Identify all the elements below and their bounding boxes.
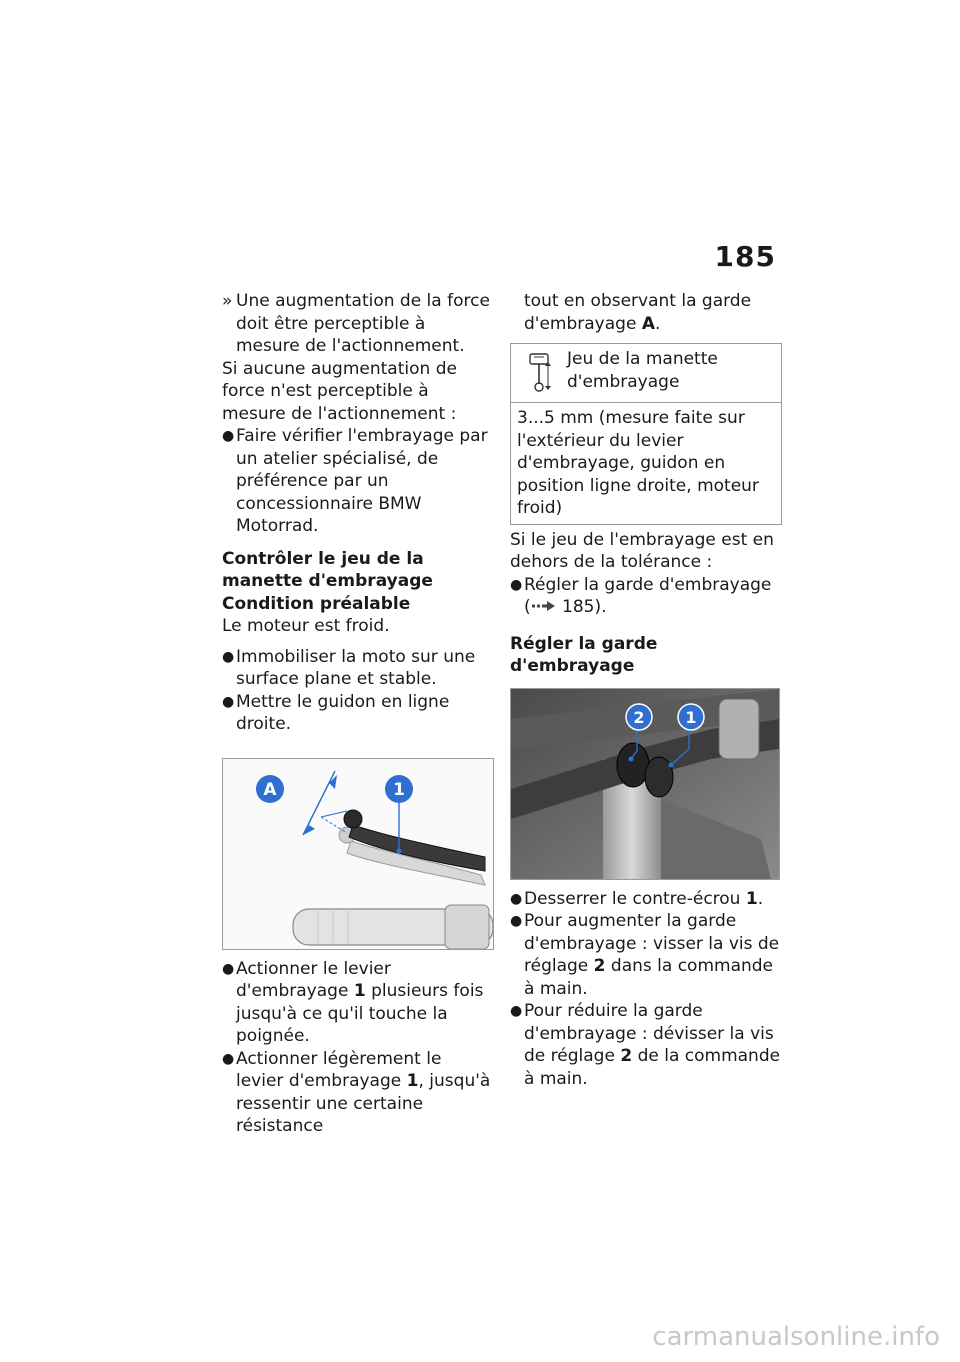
reference-number: 1	[406, 1071, 419, 1091]
bullet-icon: ●	[510, 890, 523, 907]
bullet-text: Actionner légèrement le levier d'embrayage 1, jusqu'à ressentir une certaine résistance	[236, 1048, 491, 1136]
bullet-item	[510, 1000, 782, 1090]
left-column	[222, 290, 494, 1138]
bullet-item	[222, 646, 494, 691]
bullet-text: Immobiliser la moto sur une surface plane et stable.	[236, 646, 476, 689]
site-watermark: carmanualsonline.info	[652, 1322, 940, 1352]
tolerance-text: Si le jeu de l'embrayage est en dehors de la tolérance :	[510, 529, 774, 572]
bullet-item	[222, 691, 494, 736]
bullet-text: Mettre le guidon en ligne droite.	[236, 691, 450, 734]
reference-number: 2	[620, 1046, 633, 1066]
bullet-icon: ●	[510, 576, 523, 593]
section-heading: Contrôler le jeu de la manette d'embrayage	[222, 548, 433, 591]
spec-value: 3...5 mm (mesure faite sur l'extérieur du levier d'embrayage, guidon en position ligne droite, moteur froid)	[517, 408, 759, 518]
clutch-adjuster-photo	[510, 688, 780, 880]
callout-a-label: A	[263, 779, 277, 800]
reference-number: 1	[353, 981, 366, 1001]
section-heading: Régler la garde d'embrayage	[510, 633, 658, 676]
page-reference-arrow-icon	[531, 596, 557, 619]
bullet-text: Pour réduire la garde d'embrayage : dévisser la vis de réglage 2 de la commande à main.	[524, 1001, 781, 1089]
reference-number: 1	[745, 888, 758, 909]
spec-header	[511, 344, 781, 403]
bullet-icon: ●	[222, 1050, 235, 1067]
bullet-icon: ●	[510, 913, 523, 929]
callout-1-label: 1	[393, 779, 405, 800]
reference-number: 2	[593, 956, 606, 976]
bullet-item	[222, 1048, 494, 1138]
result-text: Une augmentation de la force doit être perceptible à mesure de l'actionnement.	[236, 291, 490, 356]
bullet-item	[510, 910, 782, 1000]
bullet-icon: ●	[510, 1003, 523, 1019]
reference-letter: A	[641, 313, 655, 334]
bullet-text: Desserrer le contre-écrou 1.	[524, 888, 764, 909]
callout-1-label: 1	[685, 707, 697, 727]
clutch-lever-illustration	[222, 758, 494, 950]
result-item	[222, 290, 494, 358]
bullet-text: Régler la garde d'embrayage ( 185).	[524, 574, 772, 617]
bullet-text: Actionner le levier d'embrayage 1 plusieurs fois jusqu'à ce qu'il touche la poignée.	[236, 958, 484, 1046]
bullet-item	[510, 574, 782, 619]
precondition-text: Le moteur est froid.	[222, 616, 390, 636]
spec-title: Jeu de la manette d'embrayage	[567, 349, 718, 392]
condition-heading: Condition préalable	[222, 593, 411, 614]
right-column	[510, 290, 782, 1090]
bullet-icon: ●	[222, 960, 235, 977]
bullet-icon: ●	[222, 648, 235, 665]
measurement-gauge-icon	[517, 348, 561, 396]
spec-table	[510, 343, 782, 525]
clutch-adjuster-drawing	[511, 689, 779, 879]
bullet-icon: ●	[222, 693, 235, 710]
continuation-text: tout en observant la garde d'embrayage A.	[524, 291, 752, 334]
result-marker: »	[222, 291, 233, 311]
page-reference: 185).	[562, 597, 607, 617]
page-number: 185	[714, 240, 776, 273]
callout-2-label: 2	[633, 707, 645, 727]
bullet-text: Pour augmenter la garde d'embrayage : visser la vis de réglage 2 dans la commande à main.	[524, 911, 780, 999]
bullet-item	[510, 888, 782, 911]
bullet-item	[222, 425, 494, 538]
condition-text: Si aucune augmentation de force n'est perceptible à mesure de l'actionnement :	[222, 358, 457, 424]
clutch-lever-drawing	[223, 759, 493, 949]
bullet-icon: ●	[222, 428, 235, 444]
bullet-text: Faire vérifier l'embrayage par un atelier spécialisé, de préférence par un concessionnaire BMW Motorrad.	[236, 426, 488, 536]
bullet-item	[222, 958, 494, 1048]
